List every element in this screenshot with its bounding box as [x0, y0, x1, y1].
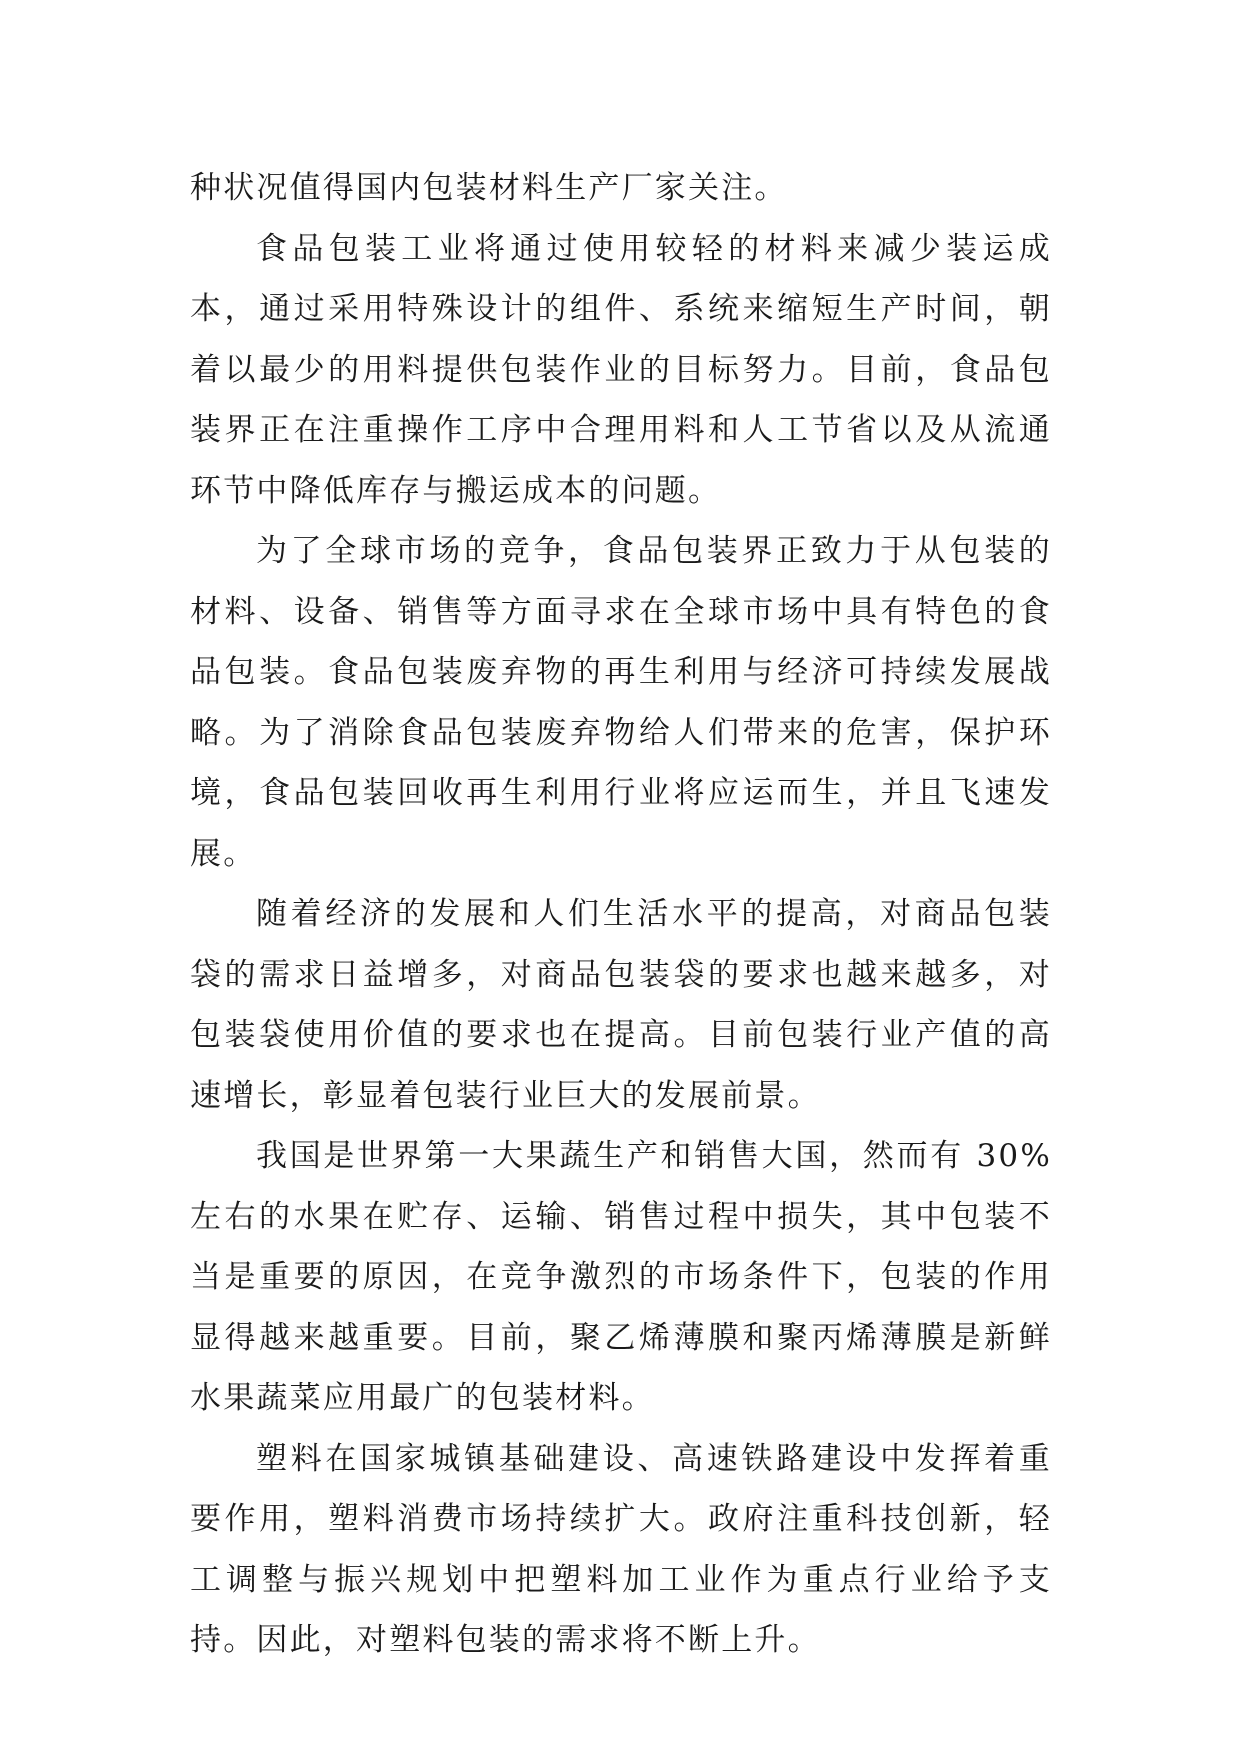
- paragraph-6: 塑料在国家城镇基础建设、高速铁路建设中发挥着重要作用，塑料消费市场持续扩大。政府注重科技创新，轻工调整与振兴规划中把塑料加工业作为重点行业给予支持。因此，对塑料包装的需求将不断上升。: [190, 1440, 1052, 1658]
- document-body: [190, 158, 1052, 1671]
- paragraph-1: 种状况值得国内包装材料生产厂家关注。: [190, 170, 788, 206]
- paragraph-4: 随着经济的发展和人们生活水平的提高，对商品包装袋的需求日益增多，对商品包装袋的要求也越来越多，对包装袋使用价值的要求也在提高。目前包装行业产值的高速增长，彰显着包装行业巨大的发展前景。: [190, 896, 1052, 1114]
- paragraph-3: 为了全球市场的竞争，食品包装界正致力于从包装的材料、设备、销售等方面寻求在全球市场中具有特色的食品包装。食品包装废弃物的再生利用与经济可持续发展战略。为了消除食品包装废弃物给人们带来的危害，保护环境，食品包装回收再生利用行业将应运而生，并且飞速发展。: [190, 533, 1052, 872]
- paragraph-5: 我国是世界第一大果蔬生产和销售大国，然而有 30%左右的水果在贮存、运输、销售过程中损失，其中包装不当是重要的原因，在竞争激烈的市场条件下，包装的作用显得越来越重要。目前，聚乙烯薄膜和聚丙烯薄膜是新鲜水果蔬菜应用最广的包装材料。: [190, 1138, 1052, 1416]
- paragraph-2: 食品包装工业将通过使用较轻的材料来减少装运成本，通过采用特殊设计的组件、系统来缩短生产时间，朝着以最少的用料提供包装作业的目标努力。目前，食品包装界正在注重操作工序中合理用料和人工节省以及从流通环节中降低库存与搬运成本的问题。: [190, 230, 1052, 509]
